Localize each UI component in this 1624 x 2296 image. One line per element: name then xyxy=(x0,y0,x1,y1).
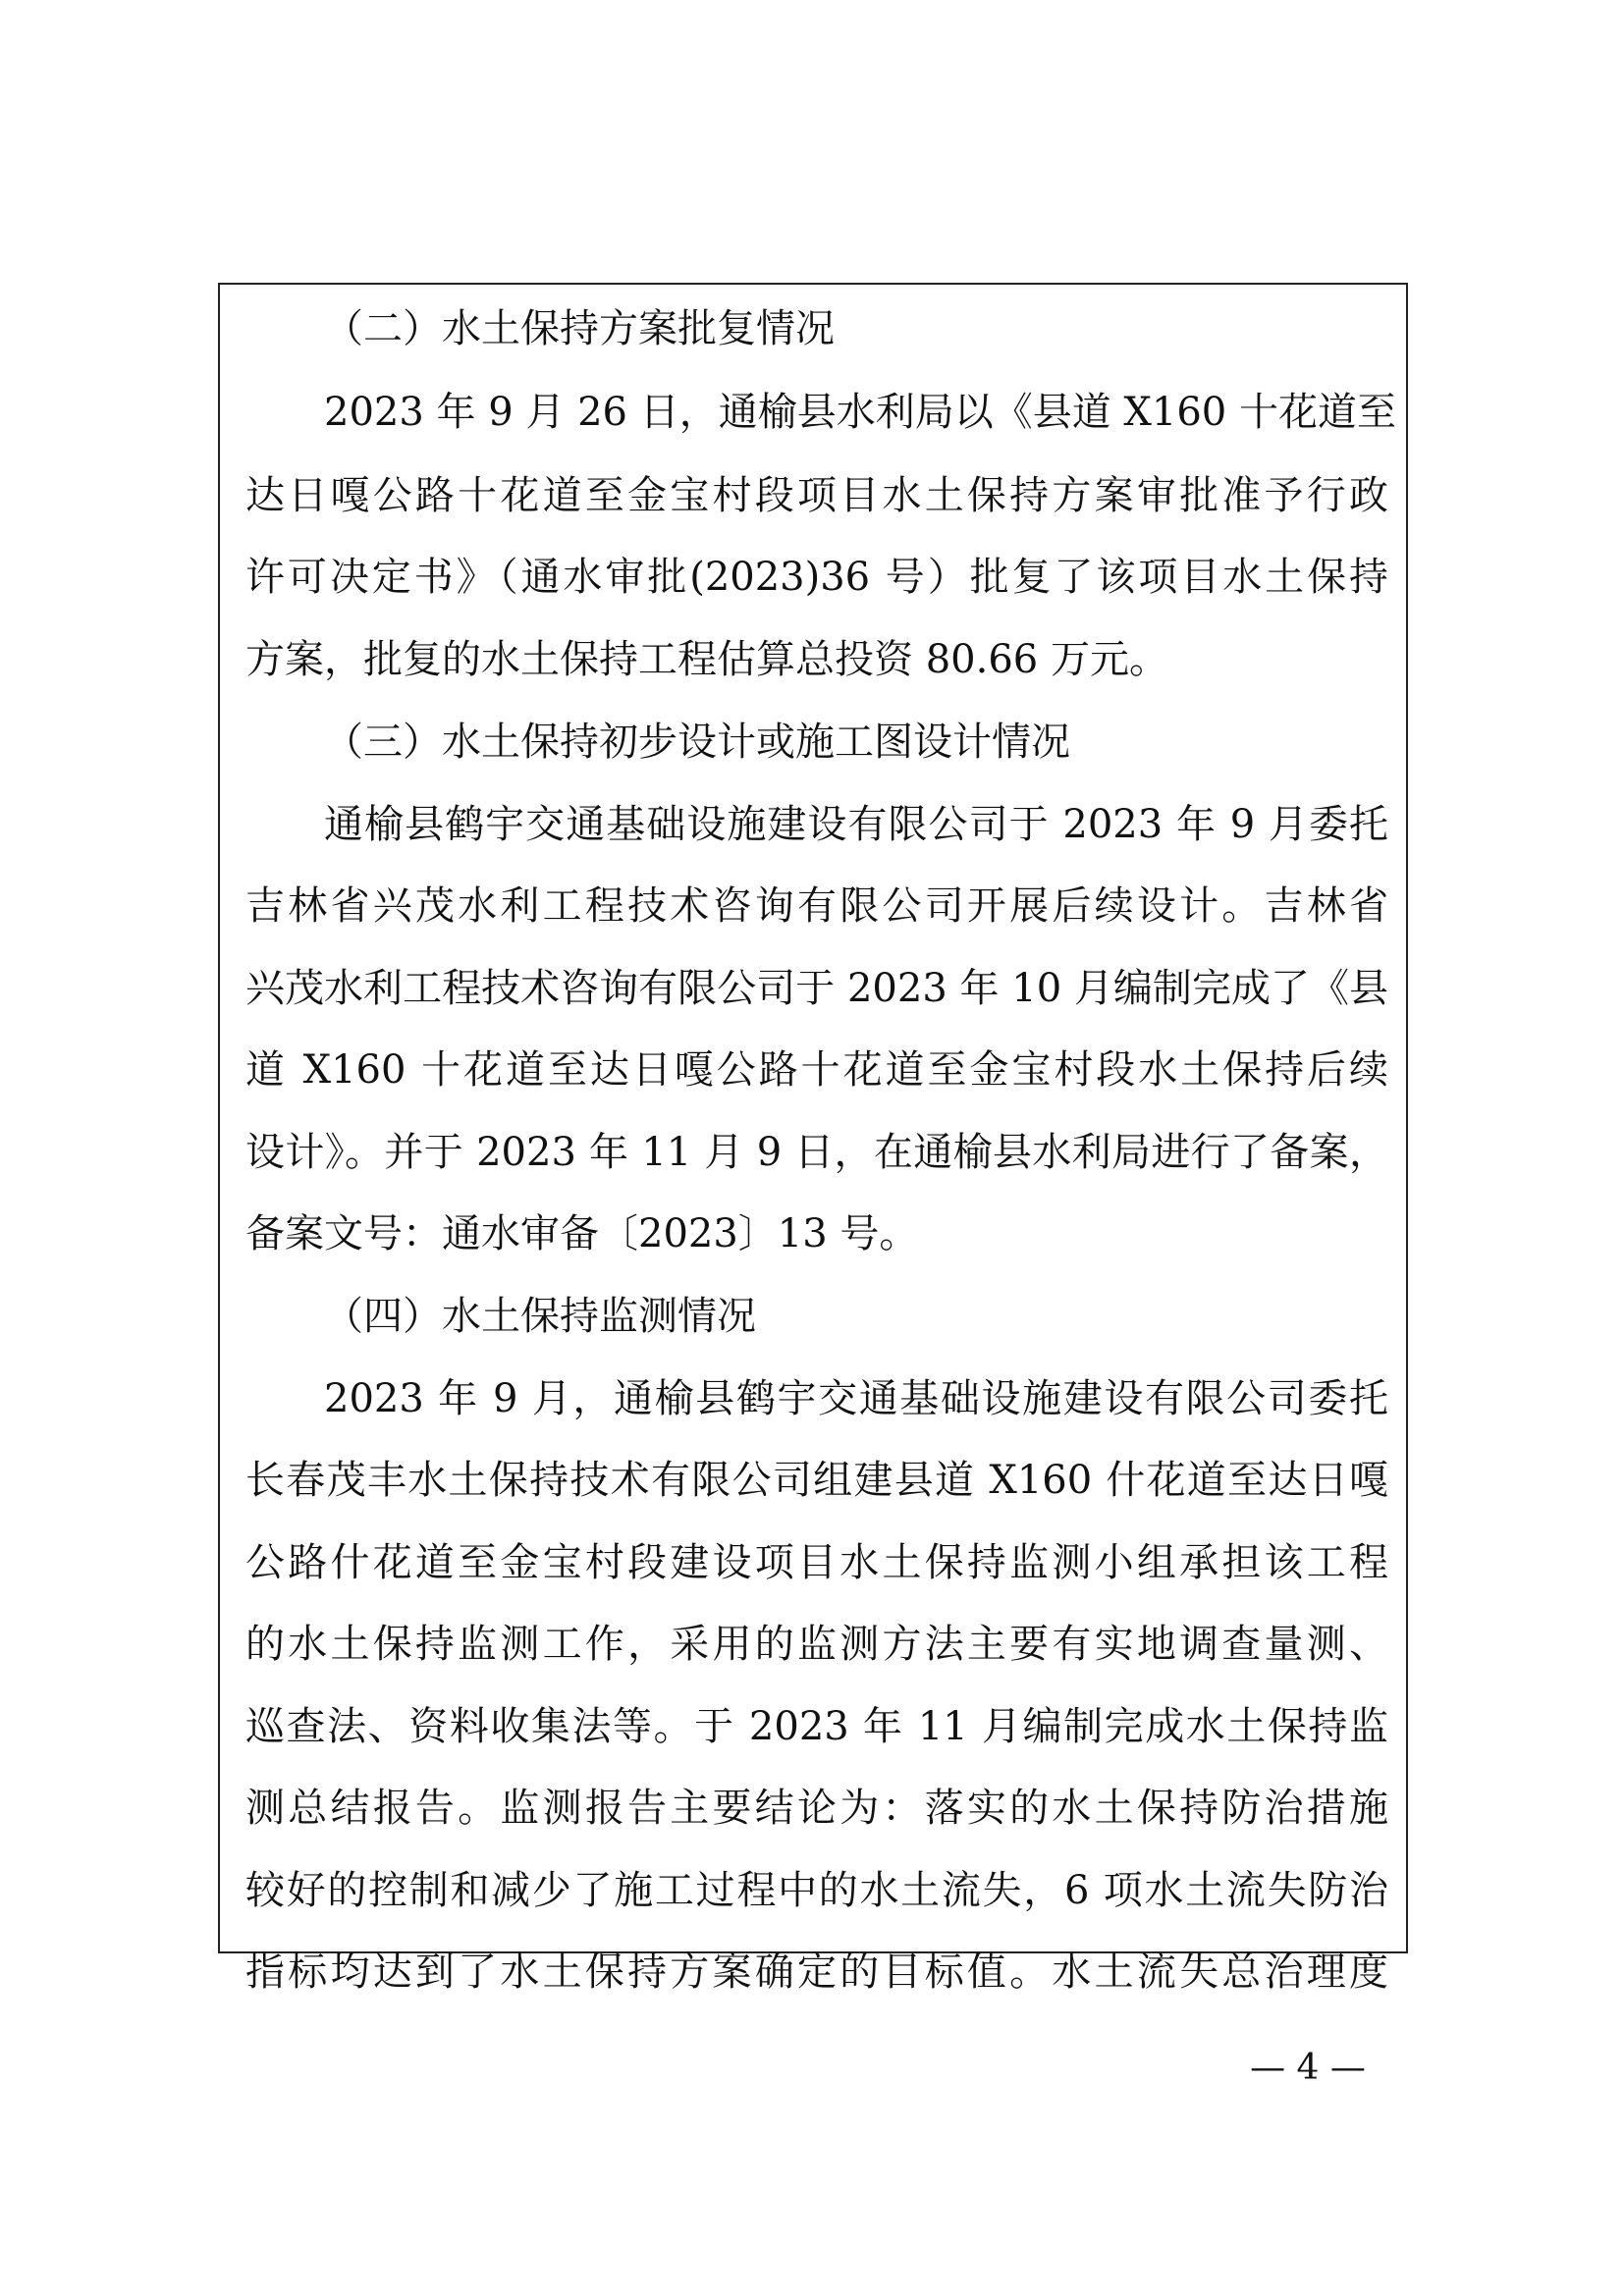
heading-plan-approval: （二）水土保持方案批复情况 xyxy=(324,306,835,351)
paragraph-line: 道 X160 十花道至达日嘎公路十花道至金宝村段水土保持后续 xyxy=(245,1047,1388,1093)
heading-design: （三）水土保持初步设计或施工图设计情况 xyxy=(324,720,1070,765)
paragraph-line: 较好的控制和减少了施工过程中的水土流失，6 项水土流失防治 xyxy=(245,1868,1388,1913)
paragraph-line: 通榆县鹤宇交通基础设施建设有限公司于 2023 年 9 月委托 xyxy=(324,802,1388,847)
paragraph-line: 备案文号：通水审备〔2023〕13 号。 xyxy=(245,1211,919,1256)
paragraph-line: 吉林省兴茂水利工程技术咨询有限公司开展后续设计。吉林省 xyxy=(245,883,1388,929)
paragraph-line: 兴茂水利工程技术咨询有限公司于 2023 年 10 月编制完成了《县 xyxy=(245,966,1388,1011)
paragraph-line: 许可决定书》（通水审批(2023)36 号）批复了该项目水土保持 xyxy=(245,555,1388,600)
paragraph-line: 2023 年 9 月 26 日，通榆县水利局以《县道 X160 十花道至 xyxy=(324,390,1396,435)
paragraph-line: 指标均达到了水土保持方案确定的目标值。水土流失总治理度 xyxy=(245,1949,1388,1995)
paragraph-line: 公路什花道至金宝村段建设项目水土保持监测小组承担该工程 xyxy=(245,1540,1388,1585)
paragraph-line: 巡查法、资料收集法等。于 2023 年 11 月编制完成水土保持监 xyxy=(245,1704,1388,1749)
paragraph-line: 长春茂丰水土保持技术有限公司组建县道 X160 什花道至达日嘎 xyxy=(245,1458,1388,1503)
heading-monitoring: （四）水土保持监测情况 xyxy=(324,1294,756,1339)
paragraph-line: 2023 年 9 月，通榆县鹤宇交通基础设施建设有限公司委托 xyxy=(324,1376,1388,1421)
paragraph-line: 的水土保持监测工作，采用的监测方法主要有实地调查量测、 xyxy=(245,1622,1388,1667)
paragraph-line: 方案，批复的水土保持工程估算总投资 80.66 万元。 xyxy=(245,637,1168,682)
paragraph-line: 测总结报告。监测报告主要结论为：落实的水土保持防治措施 xyxy=(245,1786,1388,1831)
paragraph-line: 达日嘎公路十花道至金宝村段项目水土保持方案审批准予行政 xyxy=(245,473,1388,518)
paragraph-line: 设计》。并于 2023 年 11 月 9 日，在通榆县水利局进行了备案， xyxy=(245,1130,1388,1175)
page-number: — 4 — xyxy=(1250,2048,1366,2088)
